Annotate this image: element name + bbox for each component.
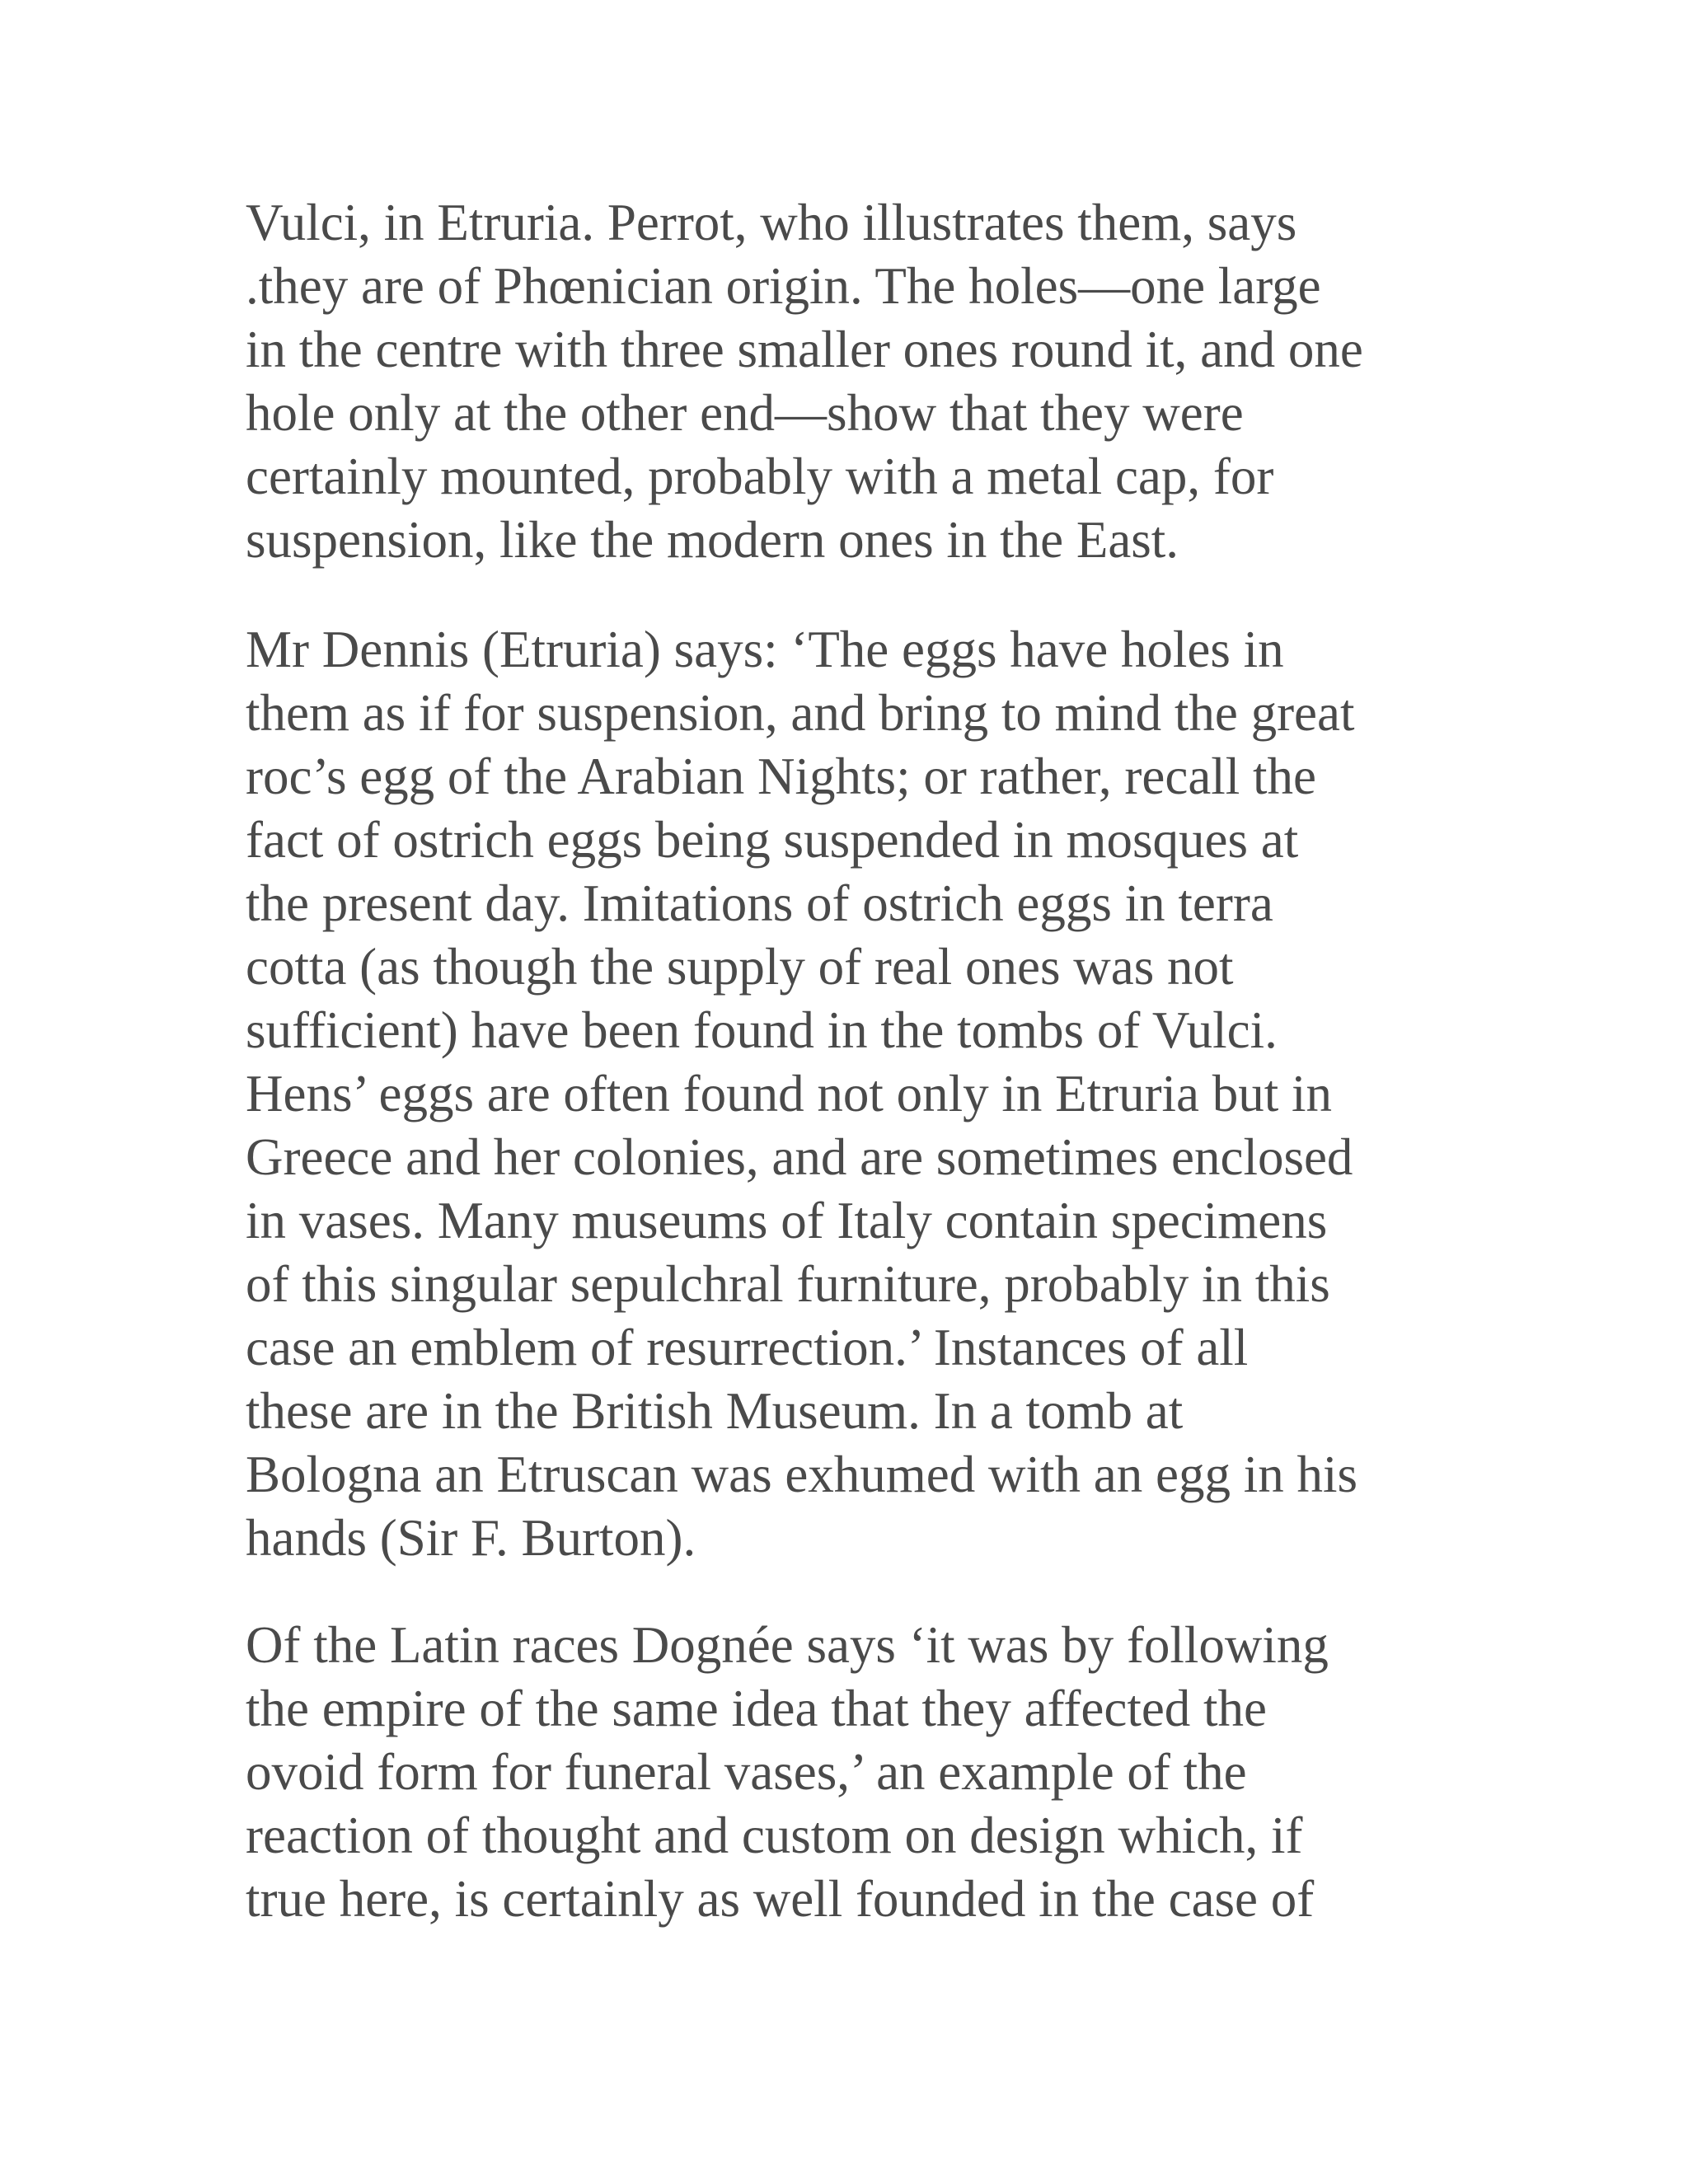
text-line: fact of ostrich eggs being suspended in mosques at bbox=[246, 811, 1299, 869]
text-line: Mr Dennis (Etruria) says: ‘The eggs have holes in bbox=[246, 621, 1284, 678]
text-line: .they are of Phœnician origin. The holes—one large bbox=[246, 257, 1321, 315]
text-line: case an emblem of resurrection.’ Instances of all bbox=[246, 1319, 1249, 1376]
text-line: certainly mounted, probably with a metal cap, for bbox=[246, 448, 1274, 505]
paragraph bbox=[246, 1614, 1449, 1931]
text-line: hole only at the other end—show that they were bbox=[246, 384, 1244, 442]
text-line: in the centre with three smaller ones round it, and one bbox=[246, 321, 1363, 378]
text-line: Vulci, in Etruria. Perrot, who illustrates them, says bbox=[246, 194, 1297, 251]
text-line: reaction of thought and custom on design which, if bbox=[246, 1807, 1303, 1864]
text-line: sufficient) have been found in the tombs of Vulci. bbox=[246, 1001, 1278, 1059]
text-line: Greece and her colonies, and are sometimes enclosed bbox=[246, 1128, 1353, 1186]
text-line: Bologna an Etruscan was exhumed with an egg in his bbox=[246, 1446, 1357, 1503]
text-line: Of the Latin races Dognée says ‘it was by following bbox=[246, 1616, 1329, 1674]
text-line: in vases. Many museums of Italy contain specimens bbox=[246, 1192, 1328, 1249]
paragraph bbox=[246, 618, 1449, 1570]
text-line: roc’s egg of the Arabian Nights; or rather, recall the bbox=[246, 748, 1317, 805]
text-line: suspension, like the modern ones in the East. bbox=[246, 511, 1179, 569]
text-line: ovoid form for funeral vases,’ an example of the bbox=[246, 1743, 1247, 1801]
text-line: the present day. Imitations of ostrich eggs in terra bbox=[246, 874, 1273, 932]
text-line: the empire of the same idea that they affected the bbox=[246, 1680, 1268, 1737]
text-line: these are in the British Museum. In a tomb at bbox=[246, 1382, 1184, 1440]
text-line: true here, is certainly as well founded in the case of bbox=[246, 1870, 1315, 1928]
text-line: hands (Sir F. Burton). bbox=[246, 1509, 696, 1567]
paragraph bbox=[246, 191, 1449, 572]
text-line: them as if for suspension, and bring to mind the great bbox=[246, 684, 1355, 742]
text-line: of this singular sepulchral furniture, probably in this bbox=[246, 1255, 1330, 1313]
text-line: cotta (as though the supply of real ones was not bbox=[246, 938, 1234, 996]
text-line: Hens’ eggs are often found not only in Etruria but in bbox=[246, 1065, 1333, 1122]
